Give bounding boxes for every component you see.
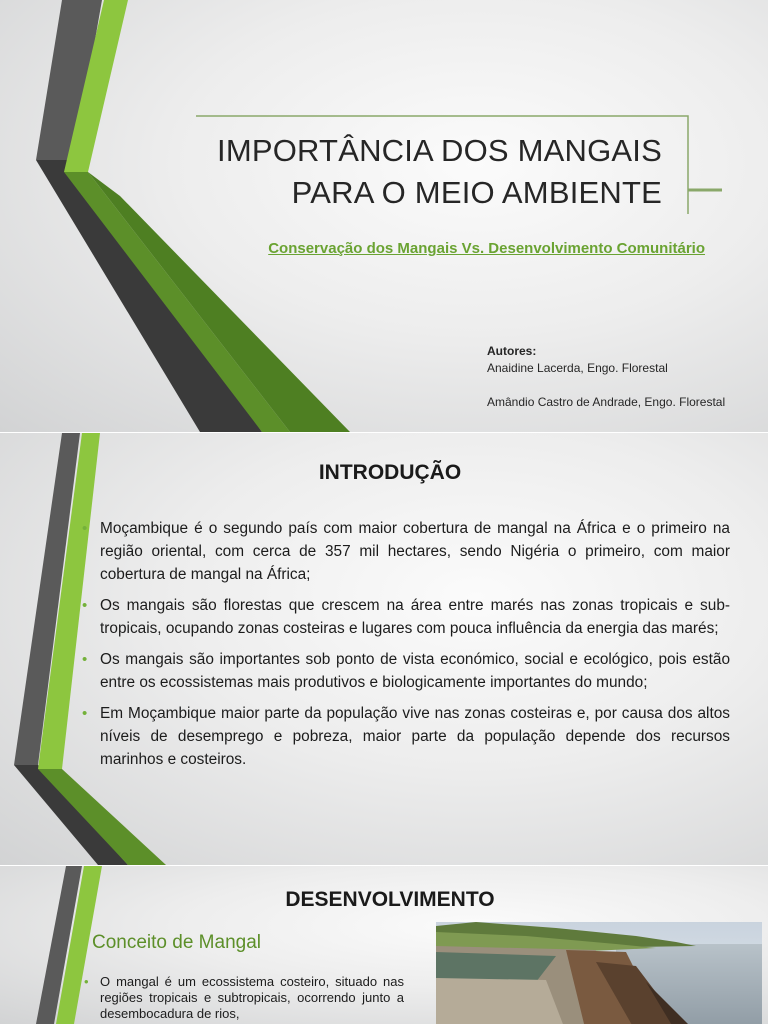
- section-heading: DESENVOLVIMENTO: [285, 888, 495, 911]
- bullet-icon: •: [82, 651, 88, 668]
- bullet-icon: •: [82, 597, 88, 614]
- list-item: [82, 594, 730, 640]
- bullet-icon: •: [82, 705, 88, 722]
- bullet-text: Os mangais são florestas que crescem na área entre marés nas zonas tropicais e sub-tropicais, ocupando zonas costeiras e lugares com pouca influência da energia das marés;: [100, 597, 730, 637]
- concept-heading: Conceito de Mangal: [92, 932, 261, 953]
- presentation-subtitle[interactable]: Conservação dos Mangais Vs. Desenvolvimento Comunitário: [268, 240, 705, 257]
- author-1: Anaidine Lacerda, Engo. Florestal: [487, 361, 668, 375]
- bullet-icon: •: [82, 520, 88, 537]
- authors-label: Autores:: [487, 344, 537, 358]
- section-heading: INTRODUÇÃO: [318, 461, 462, 484]
- title-slide: [0, 0, 768, 432]
- authors-block: [487, 343, 725, 411]
- list-item: [82, 702, 730, 771]
- introduction-slide: [0, 433, 768, 865]
- list-item: [82, 517, 730, 586]
- list-item: [82, 648, 730, 694]
- title-line-1: IMPORTÂNCIA DOS MANGAIS: [217, 133, 662, 168]
- mangrove-shore-photo: [436, 922, 762, 1024]
- bullet-text: O mangal é um ecossistema costeiro, situado nas regiões tropicais e subtropicais, ocorrendo junto a desembocadura de rios,: [100, 974, 404, 1021]
- bullet-icon: •: [84, 974, 89, 989]
- presentation-title: [160, 130, 662, 214]
- bullet-text: Em Moçambique maior parte da população vive nas zonas costeiras e, por causa dos altos níveis de desemprego e pobreza, maior parte da população depende dos recursos marinhos e costeiros.: [100, 705, 730, 768]
- bullet-text: Moçambique é o segundo país com maior cobertura de mangal na África e o primeiro na região oriental, com cerca de 357 mil hectares, sendo Nigéria o primeiro, com maior cobertura de mangal na África;: [100, 520, 730, 583]
- list-item: [84, 974, 404, 1022]
- bullet-text: Os mangais são importantes sob ponto de vista económico, social e ecológico, pois estão entre os ecossistemas mais produtivos e biologicamente importantes do mundo;: [100, 651, 730, 691]
- mangrove-photo-illustration: [436, 922, 762, 1024]
- author-2: Amândio Castro de Andrade, Engo. Florestal: [487, 395, 726, 409]
- development-slide: [0, 866, 768, 1024]
- title-line-2: PARA O MEIO AMBIENTE: [291, 175, 662, 210]
- intro-bullet-list: [82, 517, 730, 779]
- concept-bullet-list: [84, 974, 404, 1022]
